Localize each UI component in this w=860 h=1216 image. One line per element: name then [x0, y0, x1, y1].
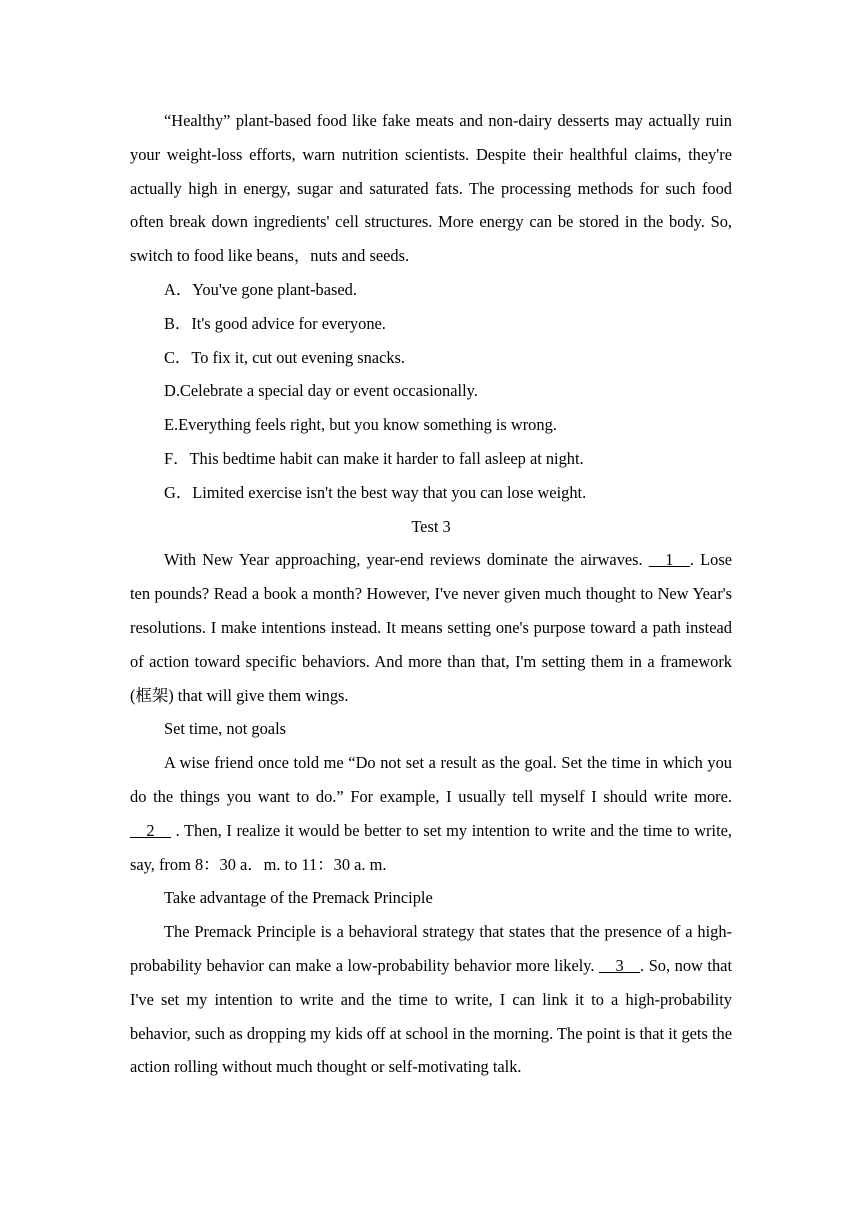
option-a: A．You've gone plant-based.	[164, 279, 357, 299]
paragraph-3-text-after: . So, now that I've set my intention to write and the time to write, I can link it to a high-probability behavior, such as dropping my kids off at school in the morning. The point is that it gets the action rolling without much thought or self-motivating talk.	[130, 955, 732, 1077]
paragraph-1-text-before: With New Year approaching, year-end reviews dominate the airwaves.	[164, 550, 649, 570]
blank-1: __1__	[648, 550, 690, 570]
option-g: G．Limited exercise isn't the best way that you can lose weight.	[164, 482, 587, 502]
intro-paragraph: “Healthy” plant-based food like fake meats and non-dairy desserts may actually ruin your weight-loss efforts, warn nutrition scientists. Despite their healthful claims, they're actually high in energy, sugar and saturated fats. The processing methods for such food often break down ingredients' cell structures. More energy can be stored in the body. So, switch to food like beans，nuts and seeds.	[130, 111, 732, 266]
paragraph-2-text-before: A wise friend once told me “Do not set a result as the goal. Set the time in which you do the things you want to do.” For example, I usually tell myself I should write more.	[130, 753, 732, 806]
paragraph-1	[130, 543, 732, 712]
paragraph-2	[130, 746, 732, 881]
option-f: F．This bedtime habit can make it harder to fall asleep at night.	[164, 448, 584, 468]
option-d: D.Celebrate a special day or event occasionally.	[164, 381, 478, 401]
blank-2: __2__	[130, 820, 171, 840]
paragraph-3	[130, 915, 732, 1084]
option-b: B．It's good advice for everyone.	[164, 313, 386, 333]
paragraph-3-text-before: The Premack Principle is a behavioral strategy that states that the presence of a high-probability behavior can make a low-probability behavior more likely.	[130, 922, 732, 975]
document-page	[130, 104, 732, 1084]
option-c: C．To fix it, cut out evening snacks.	[164, 347, 406, 367]
paragraph-2-text-after: . Then, I realize it would be better to set my intention to write and the time to write, say, from 8：30 a．m. to 11：30 a. m.	[130, 820, 732, 874]
paragraph-1-text-after: . Lose ten pounds? Read a book a month? However, I've never given much thought to New Year's resolutions. I make intentions instead. It means setting one's purpose toward a path instead of action toward specific behaviors. And more than that, I'm setting them in a framework (框架) that will give them wings.	[130, 550, 732, 705]
blank-3: __3__	[599, 955, 641, 975]
option-e: E.Everything feels right, but you know something is wrong.	[164, 415, 557, 435]
test-title: Test 3	[411, 516, 451, 536]
subheading-premack: Take advantage of the Premack Principle	[164, 888, 433, 908]
subheading-set-time: Set time, not goals	[164, 719, 287, 739]
